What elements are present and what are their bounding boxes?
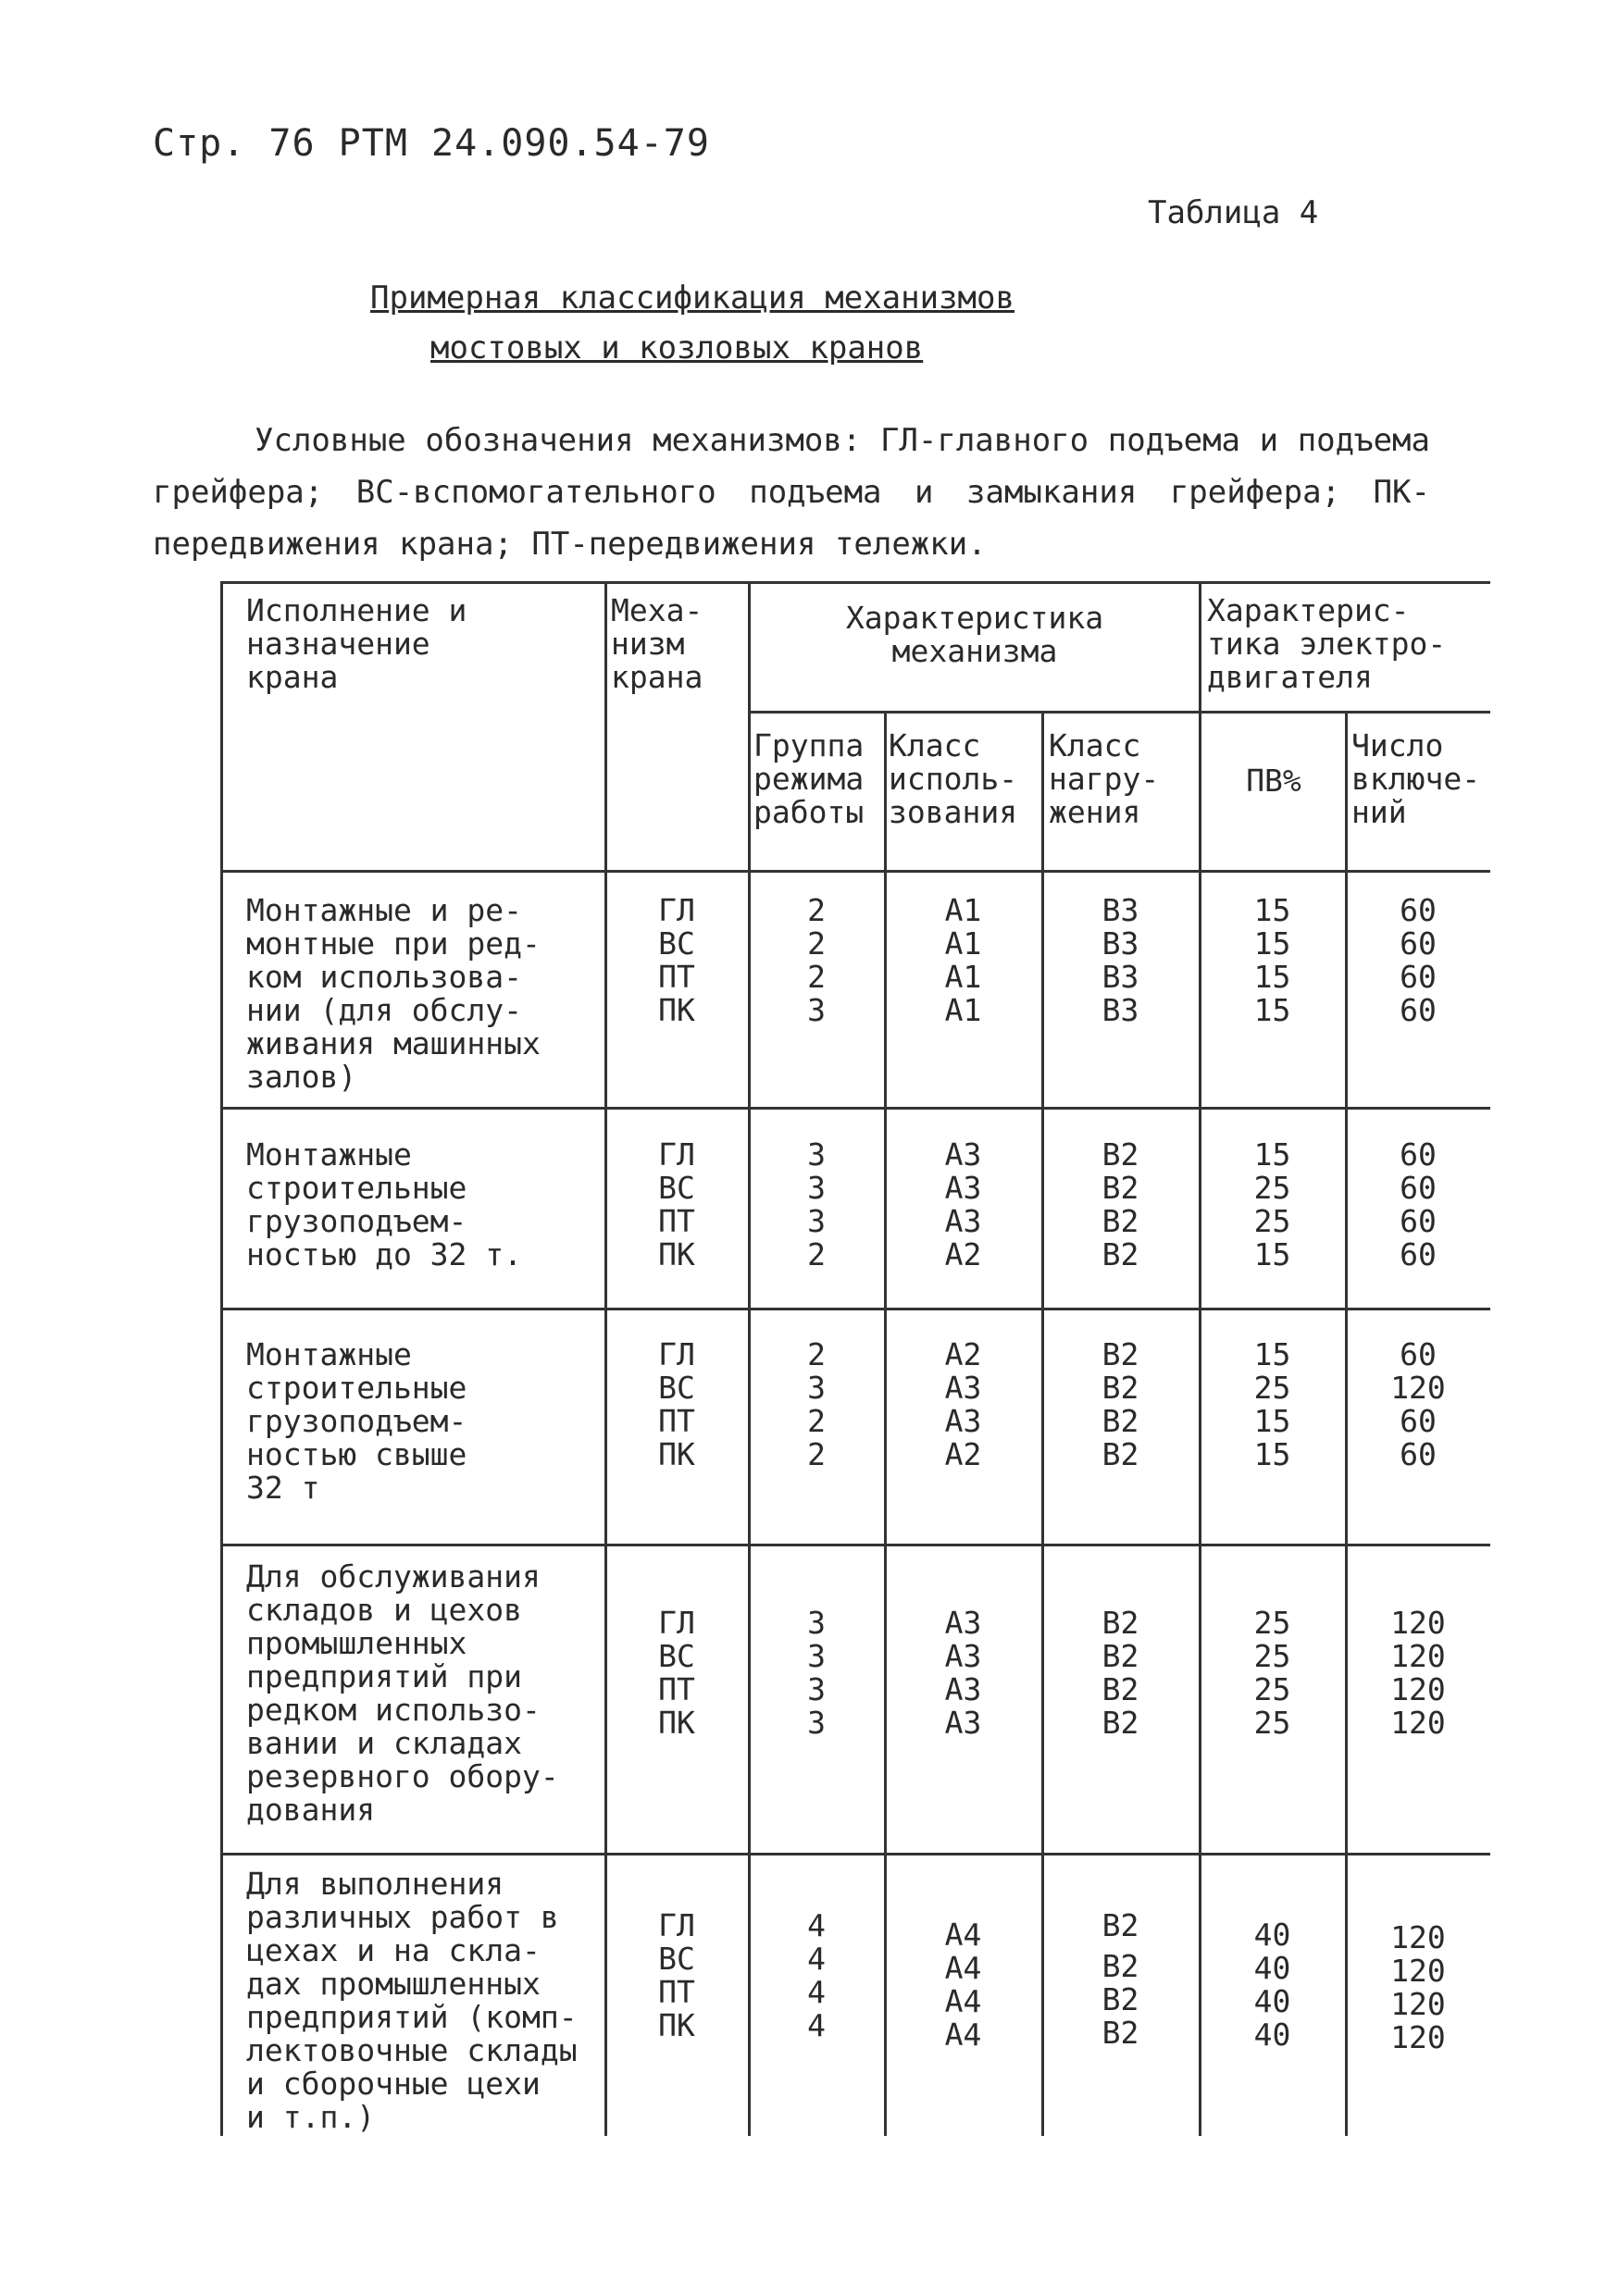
row-2-purpose: Монтажные строительные грузоподъем- ностью до 32 т. — [246, 1136, 523, 1272]
legend-text: Условные обозначения механизмов: ГЛ-главного подъема и подъема грейфера; ВС-вспомогательного подъема и замыкания грейфера; ПК-передвижения крана; ПТ-передвижения тележки. — [153, 422, 1430, 563]
row-2-duty-group: 3 3 3 2 — [807, 1136, 826, 1272]
row-1-switch-count: 60 60 60 60 — [1400, 892, 1437, 1028]
classification-table — [220, 581, 1490, 2136]
header-usage-class: Класс исполь- зования — [889, 727, 1018, 830]
header-switch-count: Число включе- ний — [1351, 727, 1481, 830]
row-divider-1 — [220, 1107, 1490, 1110]
table-number: Таблица 4 — [1148, 194, 1319, 231]
row-2-mechanisms: ГЛ ВС ПТ ПК — [658, 1136, 695, 1272]
row-3-duty-cycle: 15 25 15 15 — [1253, 1336, 1291, 1472]
row-3-mechanisms: ГЛ ВС ПТ ПК — [658, 1336, 695, 1472]
header-group-divider — [748, 711, 1490, 714]
row-2-usage-class: А3 А3 А3 А2 — [944, 1136, 982, 1272]
row-4-duty-group: 3 3 3 3 — [807, 1605, 826, 1741]
row-3-purpose: Монтажные строительные грузоподъем- ностью свыше 32 т — [246, 1336, 467, 1506]
row-divider-4 — [220, 1853, 1490, 1855]
header-purpose: Исполнение и назначение крана — [246, 592, 467, 695]
row-4-usage-class: А3 А3 А3 А3 — [944, 1605, 982, 1741]
header-mechanism: Меха- низм крана — [611, 592, 703, 695]
row-1-duty-group: 2 2 2 3 — [807, 892, 826, 1028]
legend-paragraph — [153, 415, 1430, 570]
row-4-purpose: Для обслуживания складов и цехов промышленных предприятий при редком использо- вании и складах резервного обору- дования — [246, 1558, 559, 1828]
row-5-usage-class: А4 А4 А4 А4 — [944, 1917, 982, 2053]
row-5-duty-cycle: 40 40 40 40 — [1253, 1917, 1291, 2053]
row-1-usage-class: А1 А1 А1 А1 — [944, 892, 982, 1028]
header-motor-characteristics: Характерис- тика электро- двигателя — [1207, 592, 1447, 695]
page-header: Стр. 76 РТМ 24.090.54-79 — [153, 122, 710, 165]
table-title — [370, 273, 1092, 373]
row-5-load-class: В2 В2 В2 В2 — [1101, 1907, 1139, 2051]
row-5-mechanisms: ГЛ ВС ПТ ПК — [658, 1907, 695, 2043]
row-divider-3 — [220, 1544, 1490, 1546]
row-divider-2 — [220, 1308, 1490, 1310]
table-title-line-1: Примерная классификация механизмов — [370, 279, 1014, 316]
row-2-load-class: В2 В2 В2 В2 — [1101, 1136, 1139, 1272]
row-4-mechanisms: ГЛ ВС ПТ ПК — [658, 1605, 695, 1741]
table-top-border — [220, 581, 1490, 584]
header-bottom-border — [220, 870, 1490, 873]
row-5-duty-group: 4 4 4 4 — [807, 1907, 826, 2043]
table-left-border — [220, 581, 223, 2136]
header-duty-group: Группа режима работы — [753, 727, 865, 830]
row-1-duty-cycle: 15 15 15 15 — [1253, 892, 1291, 1028]
header-load-class: Класс нагру- жения — [1049, 727, 1160, 830]
row-2-duty-cycle: 15 25 25 15 — [1253, 1136, 1291, 1272]
row-5-switch-count: 120 120 120 120 — [1390, 1919, 1446, 2055]
row-5-purpose: Для выполнения различных работ в цехах и на скла- дах промышленных предприятий (комп- лектовочные склады и сборочные цехи и т.п.) — [246, 1866, 578, 2135]
table-title-line-2: мостовых и козловых кранов — [430, 329, 924, 366]
row-1-mechanisms: ГЛ ВС ПТ ПК — [658, 892, 695, 1028]
row-4-duty-cycle: 25 25 25 25 — [1253, 1605, 1291, 1741]
row-3-load-class: В2 В2 В2 В2 — [1101, 1336, 1139, 1472]
row-3-usage-class: А2 А3 А3 А2 — [944, 1336, 982, 1472]
header-mechanism-characteristics: Характеристика механизма — [845, 600, 1104, 669]
row-3-duty-group: 2 3 2 2 — [807, 1336, 826, 1472]
row-3-switch-count: 60 120 60 60 — [1390, 1336, 1446, 1472]
row-4-load-class: В2 В2 В2 В2 — [1101, 1605, 1139, 1741]
row-1-load-class: В3 В3 В3 В3 — [1101, 892, 1139, 1028]
row-1-purpose: Монтажные и ре- монтные при ред- ком использова- нии (для обслу- живания машинных залов) — [246, 892, 541, 1095]
header-duty-cycle: ПВ% — [1246, 763, 1301, 799]
row-2-switch-count: 60 60 60 60 — [1400, 1136, 1437, 1272]
row-4-switch-count: 120 120 120 120 — [1390, 1605, 1446, 1741]
